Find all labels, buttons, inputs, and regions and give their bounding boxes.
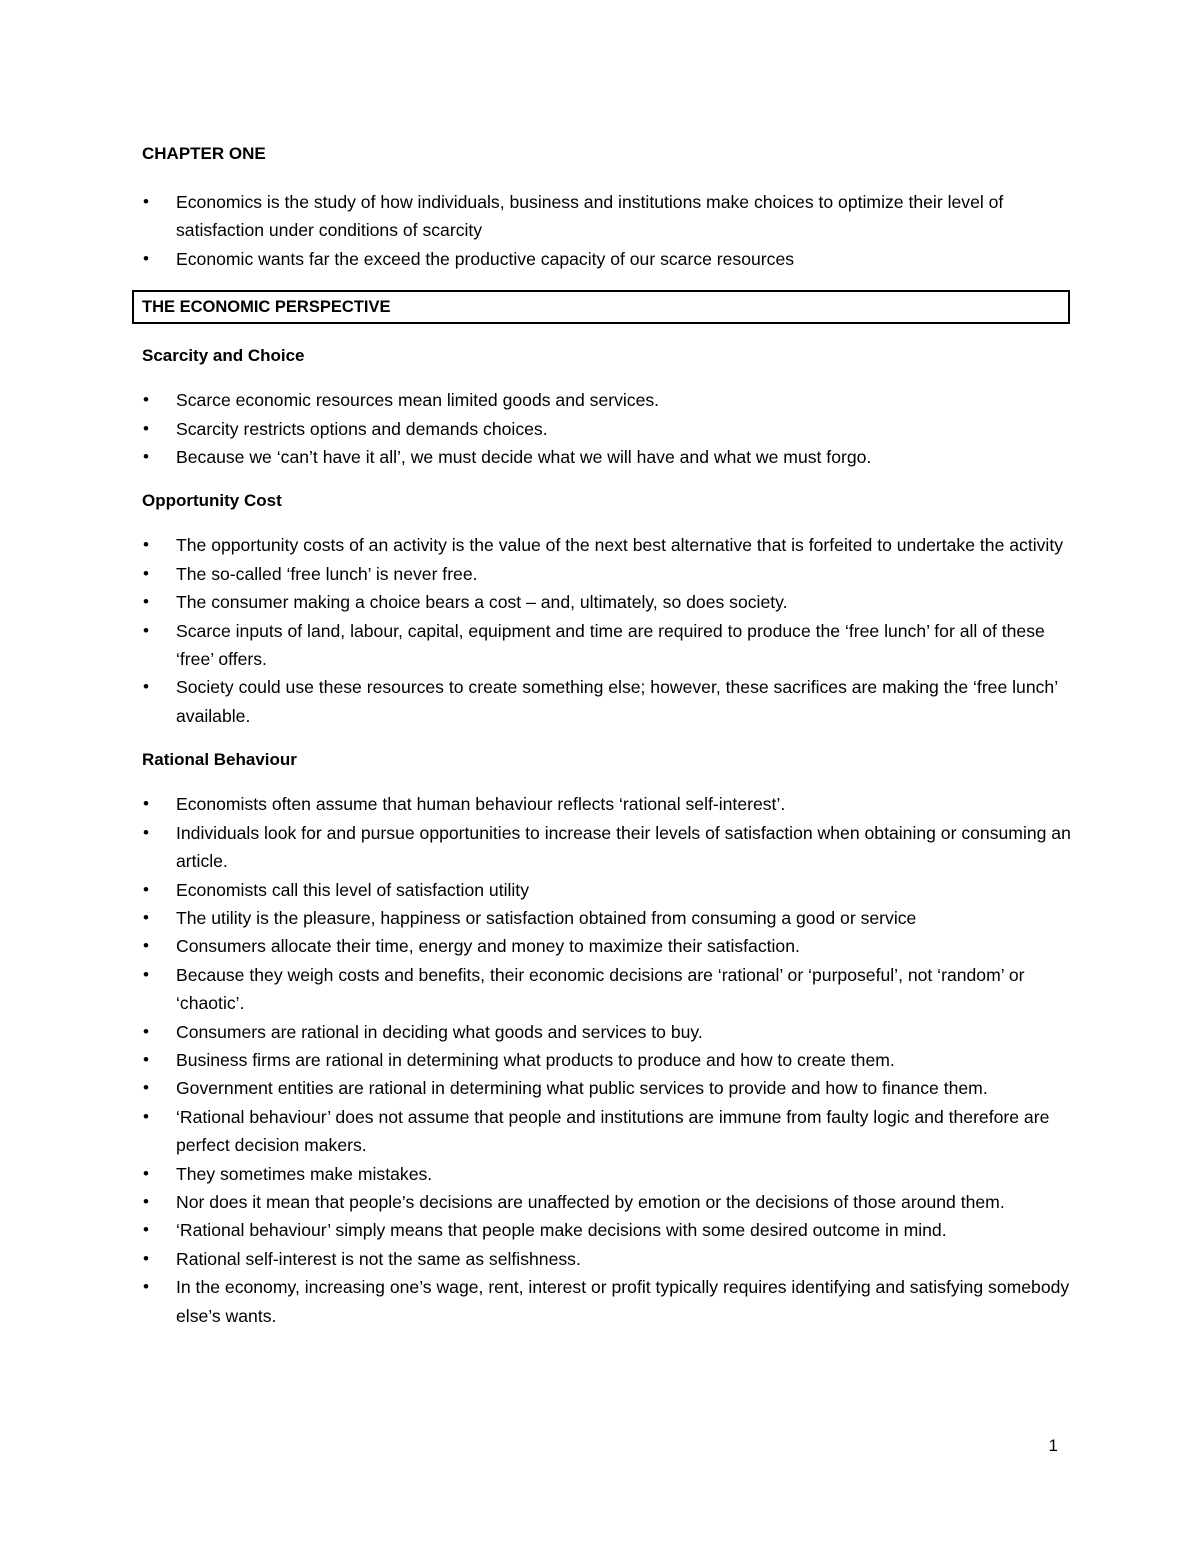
list-item: • Because we ‘can’t have it all’, we must decide what we will have and what we must forgo. bbox=[142, 443, 1072, 471]
list-item: • Society could use these resources to create something else; however, these sacrifices are making the ‘free lunch’ available. bbox=[142, 673, 1072, 730]
opportunity-heading: Opportunity Cost bbox=[142, 491, 282, 511]
page-number: 1 bbox=[1048, 1436, 1058, 1455]
list-item: • ‘Rational behaviour’ simply means that people make decisions with some desired outcome in mind. bbox=[142, 1216, 1072, 1244]
list-item: • Economists often assume that human behaviour reflects ‘rational self-interest’. bbox=[142, 790, 1072, 818]
list-item: • Scarce economic resources mean limited goods and services. bbox=[142, 386, 1072, 414]
list-item: • ‘Rational behaviour’ does not assume that people and institutions are immune from faulty logic and therefore are perfect decision makers. bbox=[142, 1103, 1072, 1160]
opportunity-list bbox=[142, 531, 1072, 730]
list-item: • Nor does it mean that people’s decisions are unaffected by emotion or the decisions of those around them. bbox=[142, 1188, 1072, 1216]
list-item: • Government entities are rational in determining what public services to provide and how to finance them. bbox=[142, 1074, 1072, 1102]
chapter-title: CHAPTER ONE bbox=[142, 144, 266, 163]
scarcity-heading: Scarcity and Choice bbox=[142, 346, 305, 366]
intro-list bbox=[142, 188, 1072, 273]
list-item: • Rational self-interest is not the same as selfishness. bbox=[142, 1245, 1072, 1273]
list-item: • Consumers allocate their time, energy and money to maximize their satisfaction. bbox=[142, 932, 1072, 960]
list-item: • The consumer making a choice bears a cost – and, ultimately, so does society. bbox=[142, 588, 1072, 616]
list-item: • Economists call this level of satisfaction utility bbox=[142, 876, 1072, 904]
section-title-box bbox=[132, 290, 1070, 324]
list-item: • Scarce inputs of land, labour, capital, equipment and time are required to produce the ‘free lunch’ for all of these ‘free’ offers. bbox=[142, 617, 1072, 674]
list-item: • Economic wants far the exceed the productive capacity of our scarce resources bbox=[142, 245, 1072, 273]
list-item: • They sometimes make mistakes. bbox=[142, 1160, 1072, 1188]
list-item: • The opportunity costs of an activity is the value of the next best alternative that is forfeited to undertake the activity bbox=[142, 531, 1072, 559]
page-content bbox=[142, 140, 1072, 1330]
list-item: • Because they weigh costs and benefits, their economic decisions are ‘rational’ or ‘purposeful’, not ‘random’ or ‘chaotic’. bbox=[142, 961, 1072, 1018]
list-item: • Economics is the study of how individuals, business and institutions make choices to optimize their level of satisfaction under conditions of scarcity bbox=[142, 188, 1072, 245]
section-title: THE ECONOMIC PERSPECTIVE bbox=[142, 298, 391, 317]
scarcity-list bbox=[142, 386, 1072, 471]
list-item: • Individuals look for and pursue opportunities to increase their levels of satisfaction when obtaining or consuming an article. bbox=[142, 819, 1072, 876]
list-item: • Business firms are rational in determining what products to produce and how to create them. bbox=[142, 1046, 1072, 1074]
rational-list bbox=[142, 790, 1072, 1330]
list-item: • Scarcity restricts options and demands choices. bbox=[142, 415, 1072, 443]
rational-heading: Rational Behaviour bbox=[142, 750, 297, 770]
list-item: • The utility is the pleasure, happiness or satisfaction obtained from consuming a good or service bbox=[142, 904, 1072, 932]
list-item: • In the economy, increasing one’s wage, rent, interest or profit typically requires identifying and satisfying somebody else’s wants. bbox=[142, 1273, 1072, 1330]
list-item: • Consumers are rational in deciding what goods and services to buy. bbox=[142, 1018, 1072, 1046]
list-item: • The so-called ‘free lunch’ is never free. bbox=[142, 560, 1072, 588]
